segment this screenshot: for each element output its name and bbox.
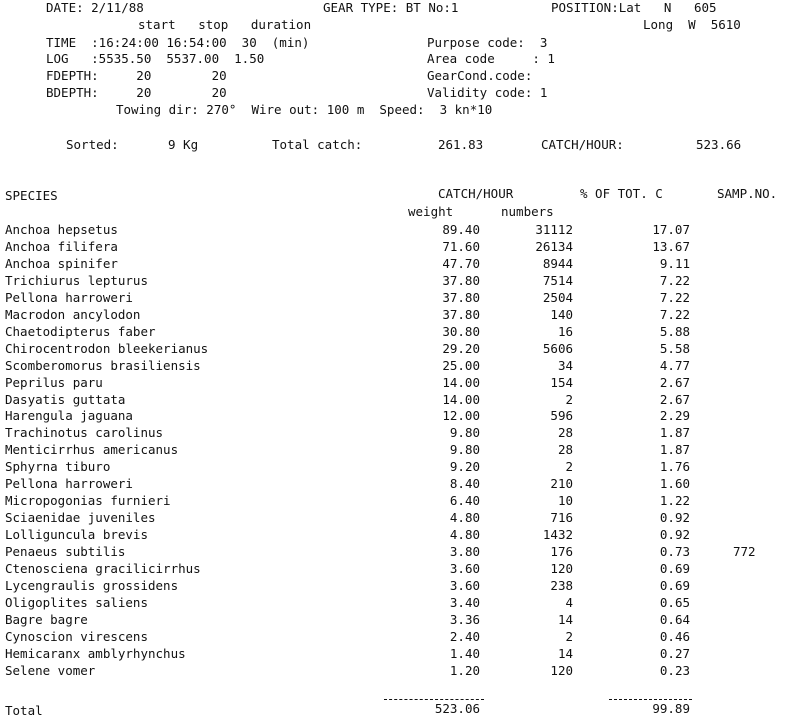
numbers-value: 31112 — [535, 222, 573, 237]
percent-value: 0.69 — [659, 578, 690, 593]
numbers-value: 34 — [557, 358, 573, 373]
weight-value: 3.60 — [449, 578, 480, 593]
sorted-label: Sorted: — [66, 137, 119, 152]
weight-value: 3.36 — [449, 612, 480, 627]
weight-value: 29.20 — [442, 341, 480, 356]
percent-value: 0.92 — [659, 527, 690, 542]
weight-value: 2.40 — [449, 629, 480, 644]
numbers-value: 140 — [550, 307, 573, 322]
numbers-value: 16 — [557, 324, 573, 339]
species-name: Anchoa spinifer — [5, 256, 118, 271]
numbers-value: 596 — [550, 408, 573, 423]
area-code: Area code : 1 — [427, 51, 555, 66]
numbers-value: 28 — [557, 442, 573, 457]
percent-value: 0.23 — [659, 663, 690, 678]
species-name: Menticirrhus americanus — [5, 442, 179, 457]
weight-value: 14.00 — [442, 375, 480, 390]
percent-value: 0.73 — [659, 544, 690, 559]
percent-value: 2.67 — [659, 392, 690, 407]
numbers-value: 2504 — [542, 290, 573, 305]
weight-value: 3.80 — [449, 544, 480, 559]
weight-value: 89.40 — [442, 222, 480, 237]
percent-value: 0.65 — [659, 595, 690, 610]
percent-value: 13.67 — [652, 239, 690, 254]
species-name: Harengula jaguana — [5, 408, 133, 423]
numbers-value: 7514 — [542, 273, 573, 288]
log-row: LOG :5535.50 5537.00 1.50 — [46, 51, 265, 66]
weight-value: 4.80 — [449, 527, 480, 542]
sorted-value: 9 Kg — [168, 137, 199, 152]
percent-value: 5.58 — [659, 341, 690, 356]
numbers-value: 238 — [550, 578, 573, 593]
species-name: Hemicaranx amblyrhynchus — [5, 646, 186, 661]
towing-row: Towing dir: 270° Wire out: 100 m Speed: 3 kn*10 — [116, 102, 493, 117]
percent-value: 2.29 — [659, 408, 690, 423]
numbers-value: 26134 — [535, 239, 573, 254]
total-weight: 523.06 — [434, 701, 480, 716]
weight-value: 47.70 — [442, 256, 480, 271]
catch-hour-heading: CATCH/HOUR — [438, 186, 514, 201]
weight-heading: weight — [408, 204, 454, 219]
weight-value: 1.40 — [449, 646, 480, 661]
gearcond-code: GearCond.code: — [427, 68, 533, 83]
numbers-value: 5606 — [542, 341, 573, 356]
species-name: Selene vomer — [5, 663, 96, 678]
weight-value: 30.80 — [442, 324, 480, 339]
bdepth-row: BDEPTH: 20 20 — [46, 85, 227, 100]
samp-no-heading: SAMP.NO. — [717, 186, 778, 201]
percent-value: 0.92 — [659, 510, 690, 525]
numbers-value: 120 — [550, 663, 573, 678]
numbers-value: 14 — [557, 612, 573, 627]
weight-value: 3.40 — [449, 595, 480, 610]
time-row: TIME :16:24:00 16:54:00 30 (min) — [46, 35, 310, 50]
percent-value: 0.64 — [659, 612, 690, 627]
samp-no-value: 772 — [733, 544, 756, 559]
position-lat: POSITION:Lat N 605 — [551, 0, 717, 15]
species-name: Lolliguncula brevis — [5, 527, 148, 542]
species-name: Chaetodipterus faber — [5, 324, 156, 339]
weight-value: 37.80 — [442, 273, 480, 288]
species-name: Ctenosciena gracilicirrhus — [5, 561, 201, 576]
percent-total-rule — [609, 699, 692, 700]
numbers-value: 28 — [557, 425, 573, 440]
species-name: Oligoplites saliens — [5, 595, 148, 610]
weight-value: 14.00 — [442, 392, 480, 407]
percent-value: 17.07 — [652, 222, 690, 237]
numbers-value: 2 — [565, 392, 573, 407]
gear-type: GEAR TYPE: BT No:1 — [323, 0, 459, 15]
column-headings: start stop duration — [138, 17, 312, 32]
species-name: Pellona harroweri — [5, 290, 133, 305]
weight-value: 6.40 — [449, 493, 480, 508]
weight-value: 37.80 — [442, 307, 480, 322]
species-name: Chirocentrodon bleekerianus — [5, 341, 209, 356]
species-name: Scomberomorus brasiliensis — [5, 358, 201, 373]
numbers-value: 2 — [565, 459, 573, 474]
species-name: Sphyrna tiburo — [5, 459, 111, 474]
fdepth-row: FDEPTH: 20 20 — [46, 68, 227, 83]
percent-value: 1.22 — [659, 493, 690, 508]
weight-value: 37.80 — [442, 290, 480, 305]
percent-value: 9.11 — [659, 256, 690, 271]
numbers-value: 10 — [557, 493, 573, 508]
numbers-value: 8944 — [542, 256, 573, 271]
percent-value: 1.60 — [659, 476, 690, 491]
percent-value: 1.87 — [659, 442, 690, 457]
weight-value: 25.00 — [442, 358, 480, 373]
total-catch-value: 261.83 — [438, 137, 484, 152]
purpose-code: Purpose code: 3 — [427, 35, 548, 50]
total-catch-label: Total catch: — [272, 137, 363, 152]
numbers-value: 2 — [565, 629, 573, 644]
species-name: Dasyatis guttata — [5, 392, 126, 407]
species-name: Anchoa hepsetus — [5, 222, 118, 237]
numbers-value: 120 — [550, 561, 573, 576]
percent-value: 7.22 — [659, 307, 690, 322]
percent-value: 0.69 — [659, 561, 690, 576]
date: DATE: 2/11/88 — [46, 0, 144, 15]
species-name: Sciaenidae juveniles — [5, 510, 156, 525]
percent-value: 2.67 — [659, 375, 690, 390]
percent-heading: % OF TOT. C — [580, 186, 663, 201]
species-name: Penaeus subtilis — [5, 544, 126, 559]
species-name: Lycengraulis grossidens — [5, 578, 179, 593]
numbers-value: 154 — [550, 375, 573, 390]
percent-value: 1.76 — [659, 459, 690, 474]
numbers-value: 210 — [550, 476, 573, 491]
percent-value: 0.27 — [659, 646, 690, 661]
species-name: Anchoa filifera — [5, 239, 118, 254]
weight-value: 4.80 — [449, 510, 480, 525]
position-long: Long W 5610 — [643, 17, 741, 32]
weight-value: 3.60 — [449, 561, 480, 576]
species-name: Bagre bagre — [5, 612, 88, 627]
percent-value: 7.22 — [659, 290, 690, 305]
percent-value: 7.22 — [659, 273, 690, 288]
numbers-value: 716 — [550, 510, 573, 525]
species-heading: SPECIES — [5, 188, 58, 203]
weight-value: 8.40 — [449, 476, 480, 491]
percent-value: 5.88 — [659, 324, 690, 339]
species-name: Trichiurus lepturus — [5, 273, 148, 288]
species-name: Peprilus paru — [5, 375, 103, 390]
catch-hour-label: CATCH/HOUR: — [541, 137, 624, 152]
numbers-heading: numbers — [501, 204, 554, 219]
numbers-value: 14 — [557, 646, 573, 661]
species-name: Pellona harroweri — [5, 476, 133, 491]
numbers-value: 1432 — [542, 527, 573, 542]
species-name: Trachinotus carolinus — [5, 425, 164, 440]
weight-value: 12.00 — [442, 408, 480, 423]
species-name: Micropogonias furnieri — [5, 493, 171, 508]
percent-value: 0.46 — [659, 629, 690, 644]
weight-value: 1.20 — [449, 663, 480, 678]
numbers-value: 176 — [550, 544, 573, 559]
catch-hour-value: 523.66 — [696, 137, 742, 152]
total-label: Total — [5, 703, 43, 718]
weight-value: 71.60 — [442, 239, 480, 254]
weight-total-rule — [384, 699, 484, 700]
percent-value: 1.87 — [659, 425, 690, 440]
total-percent: 99.89 — [652, 701, 690, 716]
species-name: Macrodon ancylodon — [5, 307, 141, 322]
weight-value: 9.80 — [449, 425, 480, 440]
validity-code: Validity code: 1 — [427, 85, 548, 100]
numbers-value: 4 — [565, 595, 573, 610]
species-name: Cynoscion virescens — [5, 629, 148, 644]
percent-value: 4.77 — [659, 358, 690, 373]
weight-value: 9.80 — [449, 442, 480, 457]
weight-value: 9.20 — [449, 459, 480, 474]
